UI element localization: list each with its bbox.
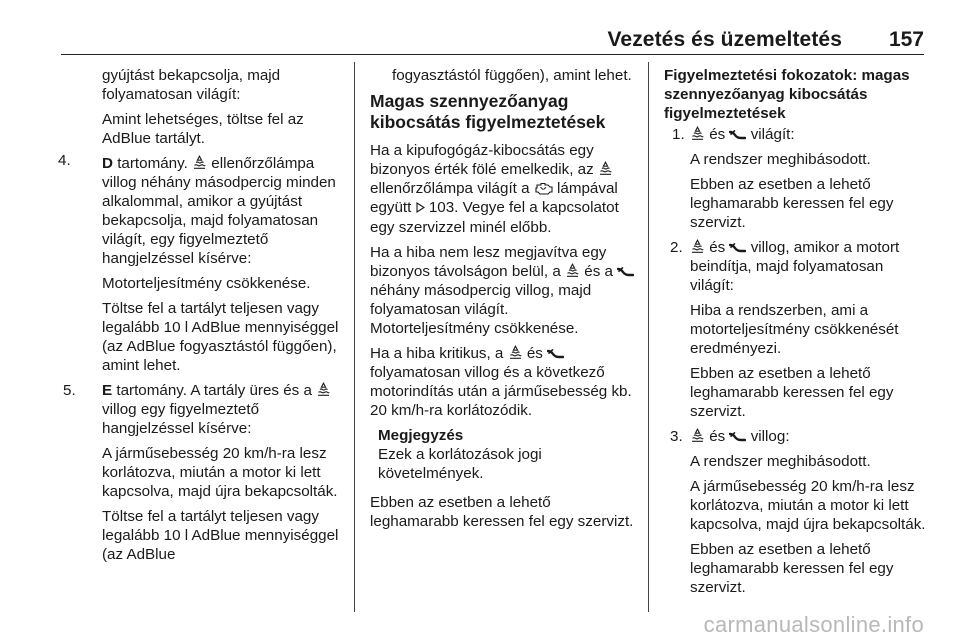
adblue-warning-icon (617, 266, 634, 278)
emission-warning-icon (690, 239, 705, 254)
column-divider-1 (354, 62, 355, 612)
adblue-warning-icon (729, 431, 746, 443)
paragraph: Ebben az esetben a lehető leghamarabb keressen fel egy szervizt. (370, 494, 634, 530)
paragraph: A rendszer meghibásodott. (690, 453, 871, 470)
list-item-1 (664, 125, 930, 232)
running-header-title: Vezetés és üzemeltetés (607, 28, 842, 51)
list-number: 1. (672, 126, 685, 143)
emission-warning-icon (508, 345, 523, 360)
paragraph: Ebben az esetben a lehető leghamarabb keressen fel egy szervizt. (690, 365, 894, 420)
paragraph: Ha a kipufogógáz-kibocsátás egy bizonyos érték fölé emelkedik, az ellenőrzőlámpa világít a lámpával együtt 103. Vegye fel a kapcsolatot egy szervizzel minél előbb. (370, 142, 619, 236)
header-rule (61, 54, 924, 55)
range-label: D (102, 155, 113, 172)
engine-check-icon (534, 182, 553, 195)
list-number: 2. (670, 239, 683, 256)
paragraph: és világít: (690, 125, 930, 144)
paragraph: E tartomány. A tartály üres és a villog egy figyelmeztető hangjelzéssel kísérve: (102, 381, 342, 438)
paragraph: Töltse fel a tartályt teljesen vagy legalább 10 l AdBlue mennyiséggel (az AdBlue fogyasztástól függően), amint lehet. (102, 300, 339, 374)
paragraph: Töltse fel a tartályt teljesen vagy legalább 10 l AdBlue mennyiséggel (az AdBlue (102, 508, 339, 563)
emission-warning-icon (598, 161, 613, 176)
list-item-3 (664, 427, 930, 597)
note-text: Ezek a korlátozások jogi követelmények. (378, 446, 542, 482)
watermark: carmanualsonline.info (703, 612, 924, 637)
page-number: 157 (888, 28, 924, 51)
section-heading: Magas szennyezőanyag kibocsátás figyelmeztetések (370, 91, 606, 132)
adblue-warning-icon (192, 155, 207, 170)
paragraph: Ha a hiba nem lesz megjavítva egy bizonyos távolságon belül, a és a néhány másodpercig villog, majd folyamatosan világít. (370, 243, 638, 319)
emission-warning-icon (690, 126, 705, 141)
adblue-warning-icon (316, 382, 331, 397)
column-2 (370, 66, 638, 537)
list-number: 3. (670, 428, 683, 445)
column-divider-2 (648, 62, 649, 612)
continued-text: gyújtást bekapcsolja, majd folyamatosan világít: (102, 67, 281, 103)
paragraph: és villog: (690, 427, 930, 446)
paragraph: Hiba a rendszerben, ami a motorteljesítmény csökkenését eredményezi. (690, 302, 899, 357)
paragraph: Motorteljesítmény csökkenése. (102, 275, 311, 292)
list-number: 5. (63, 382, 76, 399)
paragraph: D tartomány. ellenőrzőlámpa villog néhány másodpercig minden alkalommal, amikor a gyújtást bekapcsolja, majd folyamatosan világít, egy figyelmeztető hangjelzéssel kísérve: (102, 155, 336, 267)
paragraph: Ebben az esetben a lehető leghamarabb keressen fel egy szervizt. (690, 176, 894, 231)
note-block (370, 426, 638, 483)
paragraph: A járműsebesség 20 km/h-ra lesz korlátozva, miután a motor ki lett kapcsolva, majd újra bekapcsolták. (102, 445, 338, 500)
paragraph: A járműsebesség 20 km/h-ra lesz korlátozva, miután a motor ki lett kapcsolva, majd újra bekapcsolták. (690, 478, 926, 533)
adblue-warning-icon (547, 348, 564, 360)
list-item-4 (58, 154, 342, 375)
continued-text: fogyasztástól függően), amint lehet. (392, 67, 632, 84)
paragraph: és villog, amikor a motort beindítja, majd folyamatosan világít: (690, 239, 900, 294)
list-number: 4. (58, 152, 71, 169)
list-item-5 (58, 381, 342, 564)
column-1 (58, 66, 342, 570)
paragraph: A rendszer meghibásodott. (690, 151, 871, 168)
paragraph: Motorteljesítmény csökkenése. (370, 320, 579, 337)
emission-warning-icon (690, 428, 705, 443)
section-heading: Figyelmeztetési fokozatok: magas szennyezőanyag kibocsátás figyelmeztetések (664, 67, 910, 122)
paragraph: Amint lehetséges, töltse fel az AdBlue tartályt. (102, 111, 304, 147)
emission-warning-icon (565, 263, 580, 278)
triangle-reference-icon (416, 199, 425, 218)
adblue-warning-icon (729, 242, 746, 254)
adblue-warning-icon (729, 129, 746, 141)
note-title: Megjegyzés (378, 427, 464, 444)
list-item-2 (664, 238, 930, 421)
paragraph: Ha a hiba kritikus, a és folyamatosan villog és a következő motorindítás után a járműsebesség kb. 20 km/h-ra korlátozódik. (370, 345, 632, 419)
column-3 (664, 66, 930, 603)
range-label: E (102, 382, 113, 399)
paragraph: Ebben az esetben a lehető leghamarabb keressen fel egy szervizt. (690, 541, 894, 596)
